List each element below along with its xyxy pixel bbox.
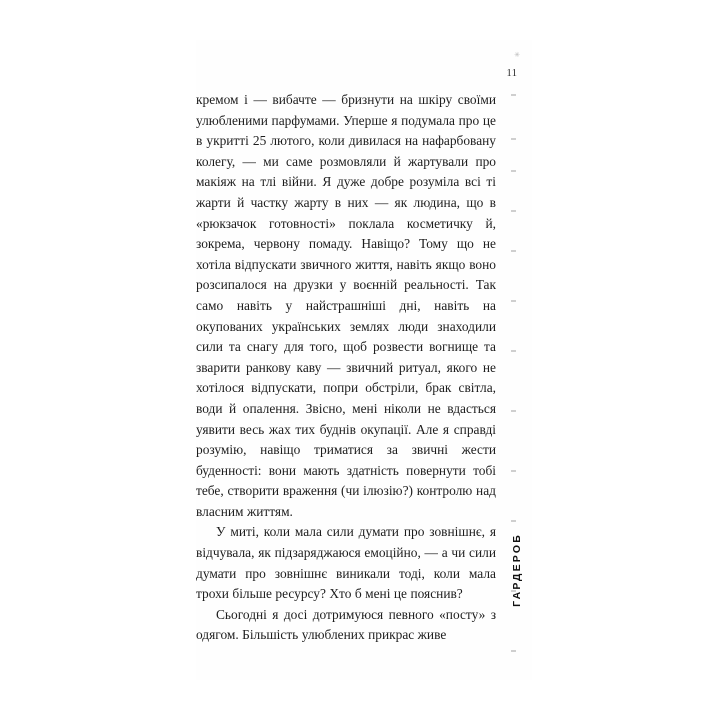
page-scan-area bbox=[196, 40, 532, 680]
page-number: 11 bbox=[506, 68, 518, 79]
paragraph-3: Сьогодні я досі дотримуюся певного «посту» з одягом. Більшість улюблених прикрас живе bbox=[196, 606, 496, 643]
paragraph-1: кремом і — вибачте — бризнути на шкіру своїми улюбленими парфумами. Уперше я подумала про це в укритті 25 лютого, коли дивилася на нафарбовану колегу, — ми саме розмовляли й жартували про макіяж на тлі війни. Я дуже добре розуміла всі ті жарти й частку жарту в них — як людина, що в «рюкзачок готовності» поклала косметичку й, зокрема, червону помаду. Навіщо? Тому що не хотіла відпускати звичного життя, навіть якщо воно розсипалося на друзки у воєнній реальності. Так само навіть у найстрашніші дні, навіть на окупованих українських землях люди знаходили сили та снагу для того, щоб розвести вогнище та зварити ранкову каву — звичний ритуал, якого не хотілося відпускати, попри обстріли, брак світла, води й опалення. Звісно, мені ніколи не вдасться уявити весь жах тих буднів окупації. Але я справді розумію, навіщо триматися за звичні жести буденності: вони мають здатність повернути тобі тебе, створити враження (чи ілюзію?) контролю над власним життям. bbox=[196, 92, 496, 519]
paragraph-2: У миті, коли мала сили думати про зовнішнє, я відчувала, як підзаряджаюся емоційно, — а чи сили думати про зовнішнє виникали тоді, коли мала трохи більше ресурсу? Хто б мені це пояснив? bbox=[196, 524, 496, 602]
running-title bbox=[506, 470, 528, 670]
asterisk-mark: ✳ bbox=[514, 51, 520, 59]
page-body-text bbox=[196, 90, 496, 646]
running-title-label: ГАРДЕРОБ bbox=[511, 533, 523, 607]
